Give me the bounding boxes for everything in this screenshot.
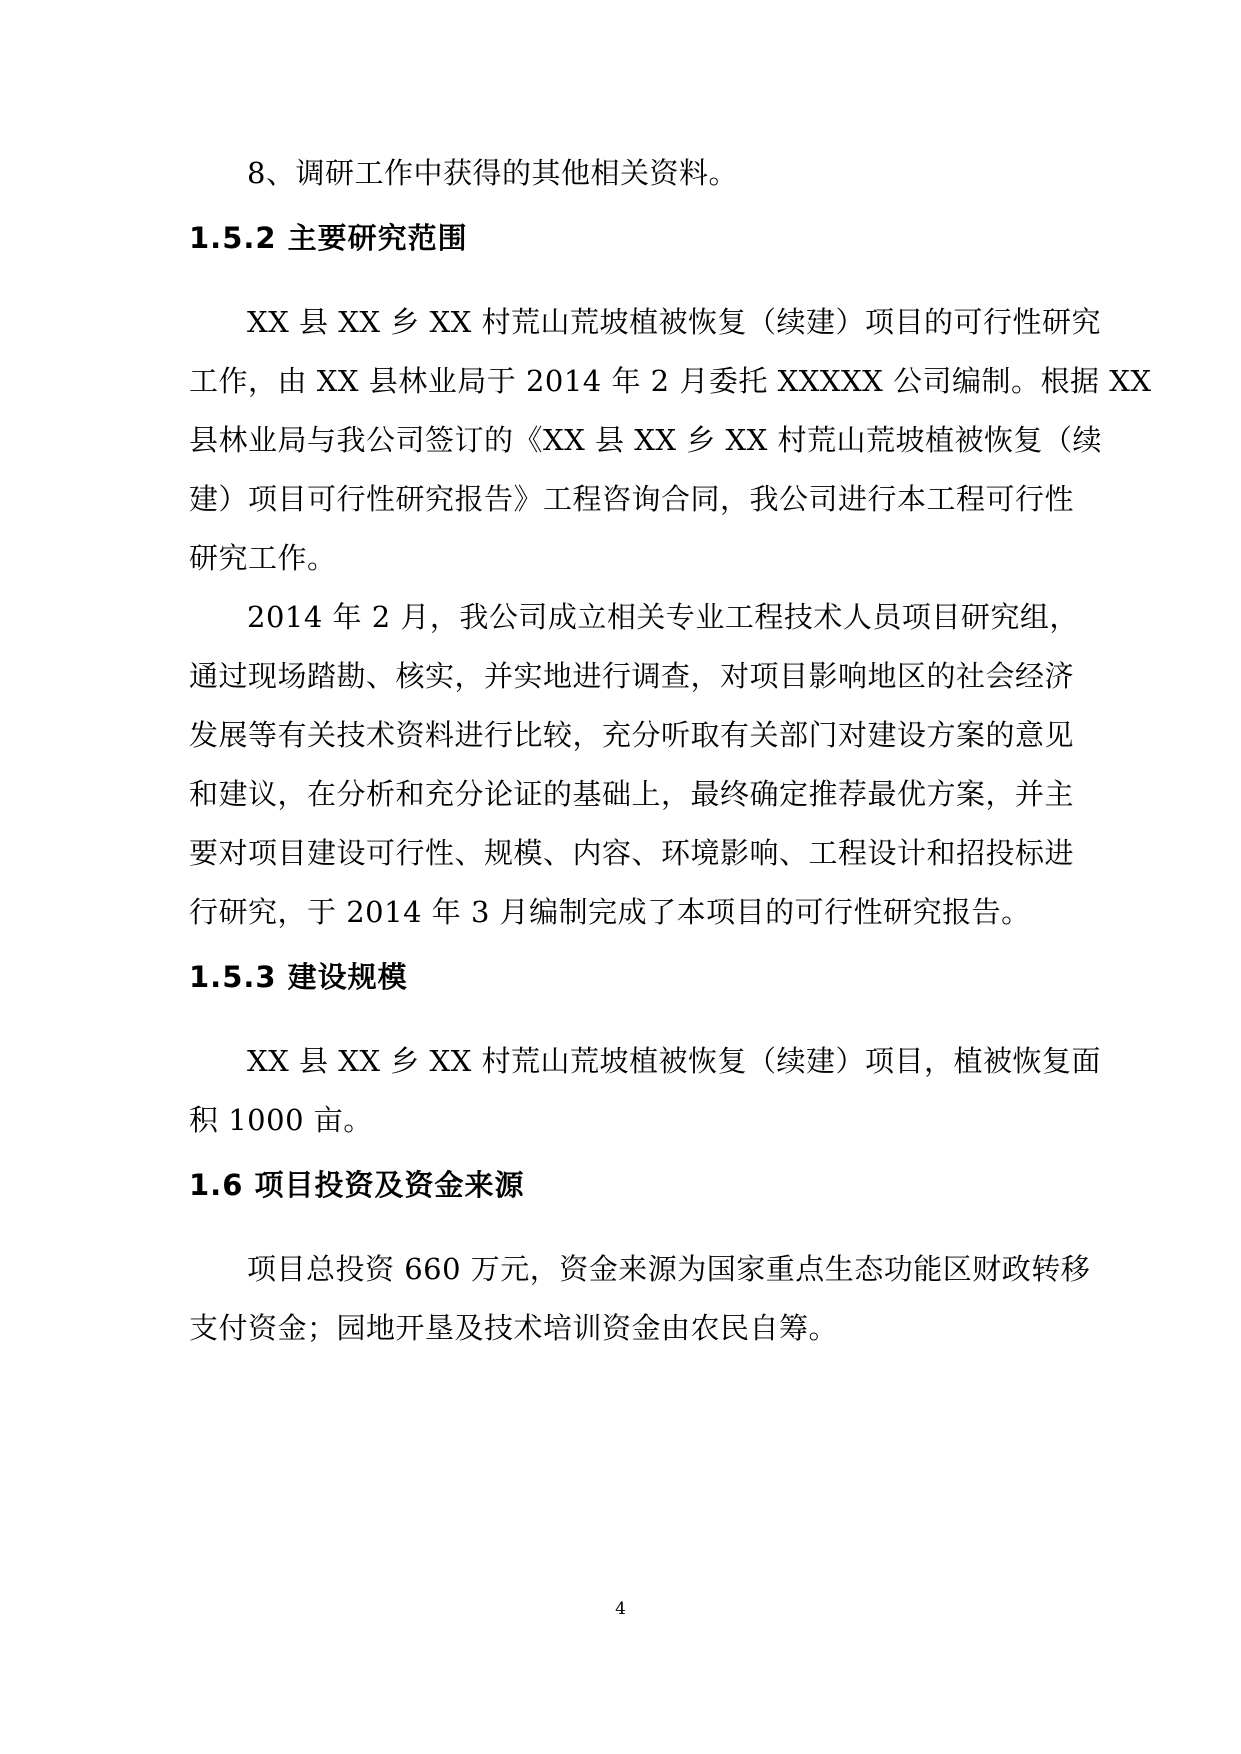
paragraph-line: XX 县 XX 乡 XX 村荒山荒坡植被恢复（续建）项目的可行性研究 — [247, 305, 1101, 339]
paragraph-line: 县林业局与我公司签订的《XX 县 XX 乡 XX 村荒山荒坡植被恢复（续 — [189, 423, 1102, 457]
list-item-8: 8、调研工作中获得的其他相关资料。 — [247, 156, 738, 190]
paragraph-line: 研究工作。 — [189, 541, 337, 575]
paragraph-line: 2014 年 2 月，我公司成立相关专业工程技术人员项目研究组， — [247, 600, 1079, 634]
section-heading-1-6: 1.6 项目投资及资金来源 — [189, 1168, 525, 1202]
paragraph-line: 和建议，在分析和充分论证的基础上，最终确定推荐最优方案，并主 — [189, 777, 1075, 811]
paragraph-line: 行研究，于 2014 年 3 月编制完成了本项目的可行性研究报告。 — [189, 895, 1031, 929]
paragraph-line: 支付资金；园地开垦及技术培训资金由农民自筹。 — [189, 1311, 839, 1345]
paragraph-line: 积 1000 亩。 — [189, 1103, 373, 1137]
paragraph-line: 通过现场踏勘、核实，并实地进行调查，对项目影响地区的社会经济 — [189, 659, 1075, 693]
section-heading-1-5-2: 1.5.2 主要研究范围 — [189, 221, 468, 255]
paragraph-line: 要对项目建设可行性、规模、内容、环境影响、工程设计和招投标进 — [189, 836, 1075, 870]
paragraph-line: 建）项目可行性研究报告》工程咨询合同，我公司进行本工程可行性 — [189, 482, 1075, 516]
page-number: 4 — [615, 1599, 626, 1619]
paragraph-line: XX 县 XX 乡 XX 村荒山荒坡植被恢复（续建）项目，植被恢复面 — [247, 1044, 1101, 1078]
paragraph-line: 发展等有关技术资料进行比较，充分听取有关部门对建设方案的意见 — [189, 718, 1075, 752]
section-heading-1-5-3: 1.5.3 建设规模 — [189, 960, 408, 994]
paragraph-line: 工作，由 XX 县林业局于 2014 年 2 月委托 XXXXX 公司编制。根据 XX — [189, 364, 1152, 398]
paragraph-line: 项目总投资 660 万元，资金来源为国家重点生态功能区财政转移 — [247, 1252, 1091, 1286]
